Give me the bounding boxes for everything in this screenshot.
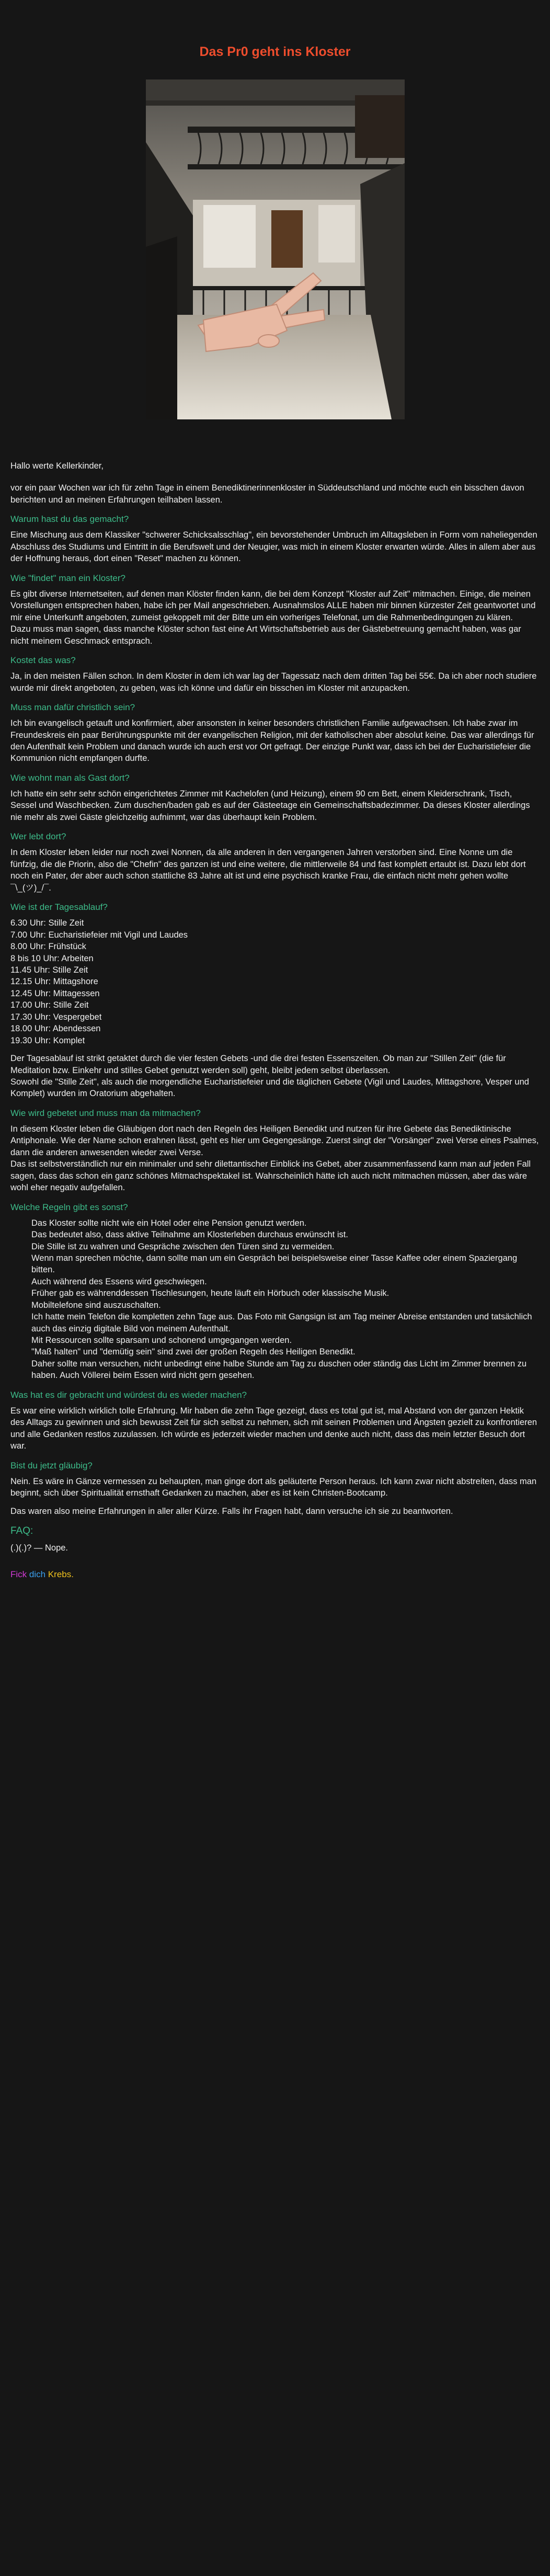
faq-answer: (.)(.)? — Nope. [10, 1543, 68, 1553]
schedule-item: 12.15 Uhr: Mittagshore [10, 977, 98, 987]
section-paragraph: In dem Kloster leben leider nur noch zwei Nonnen, da alle anderen in den vergangenen Jahren verstorben sind. Eine Nonne um die fünfzig, die die Priorin, also die "Chefin" des ganzen ist und eine weitere, die mittlerweile 84 und fast komplett ertaubt ist. Dazu lebt dort noch ein Pater, der aber auch schon stattliche 83 Jahre alt ist und eine psychisch kranke Frau, die einfach nicht mehr gehen wollte ¯\_(ツ)_/¯. [10, 848, 526, 893]
section-heading: Warum hast du das gemacht? [10, 514, 129, 525]
greeting: Hallo werte Kellerkinder, [10, 461, 104, 471]
rule-item: Ich hatte mein Telefon die kompletten zehn Tage aus. Das Foto mit Gangsign ist am Tag meiner Abreise entstanden und tatsächlich auch das einzig digitale Bild von meinem Aufenthalt. [31, 1312, 532, 1333]
section-paragraph: Ich bin evangelisch getauft und konfirmiert, aber ansonsten in keiner besonders christlichen Familie aufgewachsen. Ich habe zwar im Freundeskreis ein paar Berührungspunkte mit der evangelischen Religion, mit der katholischen aber absolut keine. Das war allerdings für den Aufenthalt kein Problem und danach wurde ich auch erst vor Ort gefragt. Der einzige Punkt war, dass ich bei der Eucharistiefeier die Kommunion nicht empfangen durfte. [10, 719, 534, 763]
schedule-item: 12.45 Uhr: Mittagessen [10, 988, 100, 998]
section-heading: Wie "findet" man ein Kloster? [10, 573, 125, 583]
faq-heading: FAQ: [10, 1525, 33, 1537]
prayer-heading: Wie wird gebetet und muss man da mitmachen? [10, 1108, 201, 1118]
rule-item: Die Stille ist zu wahren und Gespräche zwischen den Türen sind zu vermeiden. [31, 1241, 335, 1251]
footer-word-3: Krebs. [48, 1569, 74, 1580]
schedule-item: 17.30 Uhr: Vespergebet [10, 1012, 102, 1022]
schedule-item: 11.45 Uhr: Stille Zeit [10, 965, 88, 975]
prayer-paragraph: In diesem Kloster leben die Gläubigen dort nach den Regeln des Heiligen Benedikt und nutzen für ihre Gebete das Benediktinische Antiphonale. Wie der Name schon erahnen lässt, geht es hier um Gegengesänge. Zuerst singt der "Vorsänger" zwei Verse eines Psalmes, dann die anderen anwesenden wieder zwei Verse. Das ist selbstverständlich nur ein minimaler und sehr dilettantischer Einblick ins Gebet, aber zusammenfassend kann man auf jeden Fall sagen, dass das schon ein ganz schönes Mitmachspektakel ist. Wahrscheinlich hätte ich auch nicht mitmachen müssen, aber das wäre wohl eher negativ aufgefallen. [10, 1124, 539, 1193]
rule-item: Früher gab es währenddessen Tischlesungen, heute läuft ein Hörbuch oder klassische Musik. [31, 1289, 389, 1298]
rule-item: Wenn man sprechen möchte, dann sollte man um ein Gespräch bei beispielsweise einer Tasse Kaffee oder einem Spaziergang bitten. [31, 1253, 518, 1275]
gained-paragraph: Es war eine wirklich wirklich tolle Erfahrung. Mir haben die zehn Tage gezeigt, dass es total gut ist, mal Abstand von der ganzen Hektik des Alltags zu gewinnen und sich bewusst Zeit für sich selbst zu nehmen, sich mit seinen Problemen und Ängsten gezielt zu konfrontieren und alle Gedanken restlos zuzulassen. Ich würde es jederzeit wieder machen und denke auch nicht, dass das mein letzter Besuch dort war. [10, 1406, 537, 1451]
faith-paragraph: Nein. Es wäre in Gänze vermessen zu behaupten, man ginge dort als geläuterte Person heraus. Ich kann zwar nicht abstreiten, dass man beginnt, sich über Spiritualität ernsthaft Gedanken zu machen, aber es ist kein Christen-Bootcamp. [10, 1476, 537, 1498]
schedule-heading: Wie ist der Tagesablauf? [10, 902, 108, 913]
rule-item: Daher sollte man versuchen, nicht unbedingt eine halbe Stunde am Tag zu duschen oder ständig das Licht im Zimmer brennen zu haben. Auch Völlerei beim Essen wird nicht gern gesehen. [31, 1359, 527, 1381]
schedule-item: 8.00 Uhr: Frühstück [10, 942, 86, 952]
section-paragraph: Eine Mischung aus dem Klassiker "schwerer Schicksalsschlag", ein bevorstehender Umbruch im Alltagsleben in Form vom naheliegenden Abschluss des Studiums und Eintritt in die Berufswelt und der Neugier, was mich in einem Kloster erwarten würde. Alles in allem aber aus der Hoffnung heraus, dort einen "Reset" machen zu können. [10, 530, 537, 564]
rule-item: Das bedeutet also, dass aktive Teilnahme am Klosterleben durchaus erwünscht ist. [31, 1230, 348, 1240]
schedule-item: 8 bis 10 Uhr: Arbeiten [10, 953, 94, 963]
rule-item: Auch während des Essens wird geschwiegen. [31, 1276, 207, 1286]
section-heading: Kostet das was? [10, 655, 76, 666]
schedule-item: 6.30 Uhr: Stille Zeit [10, 918, 84, 928]
rule-item: Mit Ressourcen sollte sparsam und schonend umgegangen werden. [31, 1336, 292, 1346]
schedule-item: 17.00 Uhr: Stille Zeit [10, 1000, 89, 1010]
section-heading: Wie wohnt man als Gast dort? [10, 772, 130, 783]
schedule-item: 18.00 Uhr: Abendessen [10, 1024, 101, 1034]
section-paragraph: Es gibt diverse Internetseiten, auf denen man Klöster finden kann, die bei dem Konzept "Kloster auf Zeit" mitmachen. Einige, die meinen Vorstellungen entsprechen haben, habe ich per Mail angeschrieben. Ausnahmslos ALLE haben mir binnen kürzester Zeit geantwortet und mir eine Unterkunft angeboten, zumeist gekoppelt mit der Bitte um ein vorheriges Telefonat, um die Rahmenbedingungen zu klären. Dazu muss man sagen, dass manche Klöster schon fast eine Art Wirtschaftsbetrieb aus der Gästebetreuung gemacht haben, was gar nicht meinem Geschmack entsprach. [10, 589, 536, 646]
section-paragraph: Ich hatte ein sehr sehr schön eingerichtetes Zimmer mit Kachelofen (und Heizung), einem 90 cm Bett, einem Kleiderschrank, Tisch, Sessel und Waschbecken. Zum duschen/baden gab es auf der Gästeetage ein Gemeinschaftsbadezimmer. Da dieses Kloster allerdings nie mehr als zwei Gäste gleichzeitig aufnimmt, war das überhaupt kein Problem. [10, 789, 530, 822]
schedule-list [10, 917, 540, 1046]
article-body [10, 460, 540, 1580]
intro-paragraph: vor ein paar Wochen war ich für zehn Tage in einem Benediktinerinnenkloster in Süddeutschland und möchte euch ein bisschen davon berichten und an meinen Erfahrungen teilhaben lassen. [10, 483, 524, 505]
footer-word-1: Fick [10, 1569, 27, 1580]
rule-item: Mobiltelefone sind auszuschalten. [31, 1300, 161, 1310]
section-heading: Muss man dafür christlich sein? [10, 702, 135, 713]
rules-heading: Welche Regeln gibt es sonst? [10, 1202, 128, 1212]
faq-sections [10, 513, 540, 894]
monastery-hallway-photo [146, 79, 405, 419]
rule-item: Das Kloster sollte nicht wie ein Hotel oder eine Pension genutzt werden. [31, 1218, 307, 1228]
rules-list [31, 1217, 540, 1382]
section-heading: Wer lebt dort? [10, 831, 66, 842]
footer-signoff [10, 1568, 540, 1580]
schedule-note: Der Tagesablauf ist strikt getaktet durch die vier festen Gebets -und die drei festen Essenszeiten. Ob man zur "Stillen Zeit" (die für Meditation bzw. Einkehr und stilles Gebet genutzt werden soll) geht, bleibt jedem selbst überlassen. Sowohl die "Stille Zeit", als auch die morgendliche Eucharistiefeier und die täglichen Gebete (Vigil und Laudes, Mittagshore, Vesper und Komplet) wurden im Oratorium abgehalten. [10, 1054, 529, 1099]
footer-word-2: dich [29, 1569, 46, 1580]
page-title: Das Pr0 geht ins Kloster [199, 44, 351, 59]
section-paragraph: Ja, in den meisten Fällen schon. In dem Kloster in dem ich war lag der Tagessatz nach dem dritten Tag bei 55€. Da ich aber noch studiere wurde mir direkt angeboten, zu geben, was ich könne und dafür ein bisschen im Kloster mit anzupacken. [10, 671, 537, 693]
photo-illustration [146, 79, 405, 419]
rule-item: "Maß halten" und "demütig sein" sind zwei der großen Regeln des Heiligen Benedikt. [31, 1347, 356, 1357]
faith-heading: Bist du jetzt gläubig? [10, 1460, 93, 1471]
gained-heading: Was hat es dir gebracht und würdest du es wieder machen? [10, 1389, 247, 1400]
schedule-item: 7.00 Uhr: Eucharistiefeier mit Vigil und Laudes [10, 930, 188, 940]
closing-paragraph: Das waren also meine Erfahrungen in aller aller Kürze. Falls ihr Fragen habt, dann versuche ich sie zu beantworten. [10, 1506, 453, 1516]
schedule-item: 19.30 Uhr: Komplet [10, 1035, 85, 1045]
